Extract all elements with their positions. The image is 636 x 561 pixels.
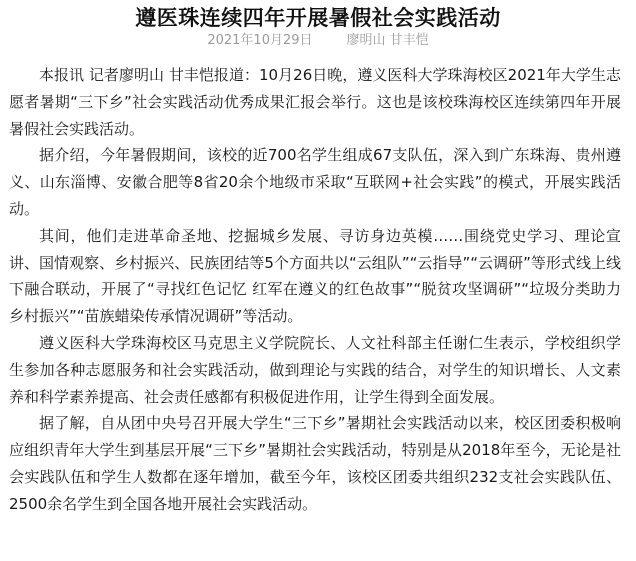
article-meta xyxy=(0,32,636,50)
article-paragraph: 遵义医科大学珠海校区马克思主义学院院长、人文社科部主任谢仁生表示，学校组织学生参加各种志愿服务和社会实践活动，做到理论与实践的结合，对学生的知识增长、人文素养和科学素养提高、社会责任感都有积极促进作用，让学生得到全面发展。 xyxy=(9,333,621,406)
article-body xyxy=(9,62,621,518)
publish-date: 2021年10月29日 xyxy=(207,33,313,48)
article-paragraph: 其间，他们走进革命圣地、挖掘城乡发展、寻访身边英模……围绕党史学习、理论宣讲、国情观察、乡村振兴、民族团结等5个方面共以“云组队”“云指导”“云调研”等形式线上线下融合联动，开展了“寻找红色记忆 红军在遵义的红色故事”“脱贫攻坚调研”“垃圾分类助力乡村振兴”“苗族蜡染传承情况调研”等活动。 xyxy=(9,226,621,326)
article-title: 遵医珠连续四年开展暑假社会实践活动 xyxy=(135,6,501,30)
article-paragraph: 据介绍，今年暑假期间，该校的近700名学生组成67支队伍，深入到广东珠海、贵州遵义、山东淄博、安徽合肥等8省20余个地级市采取“互联网+社会实践”的模式，开展实践活动。 xyxy=(9,146,621,218)
article-paragraph: 本报讯 记者廖明山 甘丰恺报道：10月26日晚，遵义医科大学珠海校区2021年大学生志愿者暑期“三下乡”社会实践活动优秀成果汇报会举行。这也是该校珠海校区连续第四年开展暑假社会实践活动。 xyxy=(9,66,621,138)
article-authors: 廖明山 甘丰恺 xyxy=(346,33,429,48)
article-paragraph: 据了解，自从团中央号召开展大学生“三下乡”暑期社会实践活动以来，校区团委积极响应组织青年大学生到基层开展“三下乡”暑期社会实践活动，特别是从2018年至今，无论是社会实践队伍和学生人数都在逐年增加，截至今年，该校区团委共组织232支社会实践队伍、2500余名学生到全国各地开展社会实践活动。 xyxy=(9,414,621,513)
